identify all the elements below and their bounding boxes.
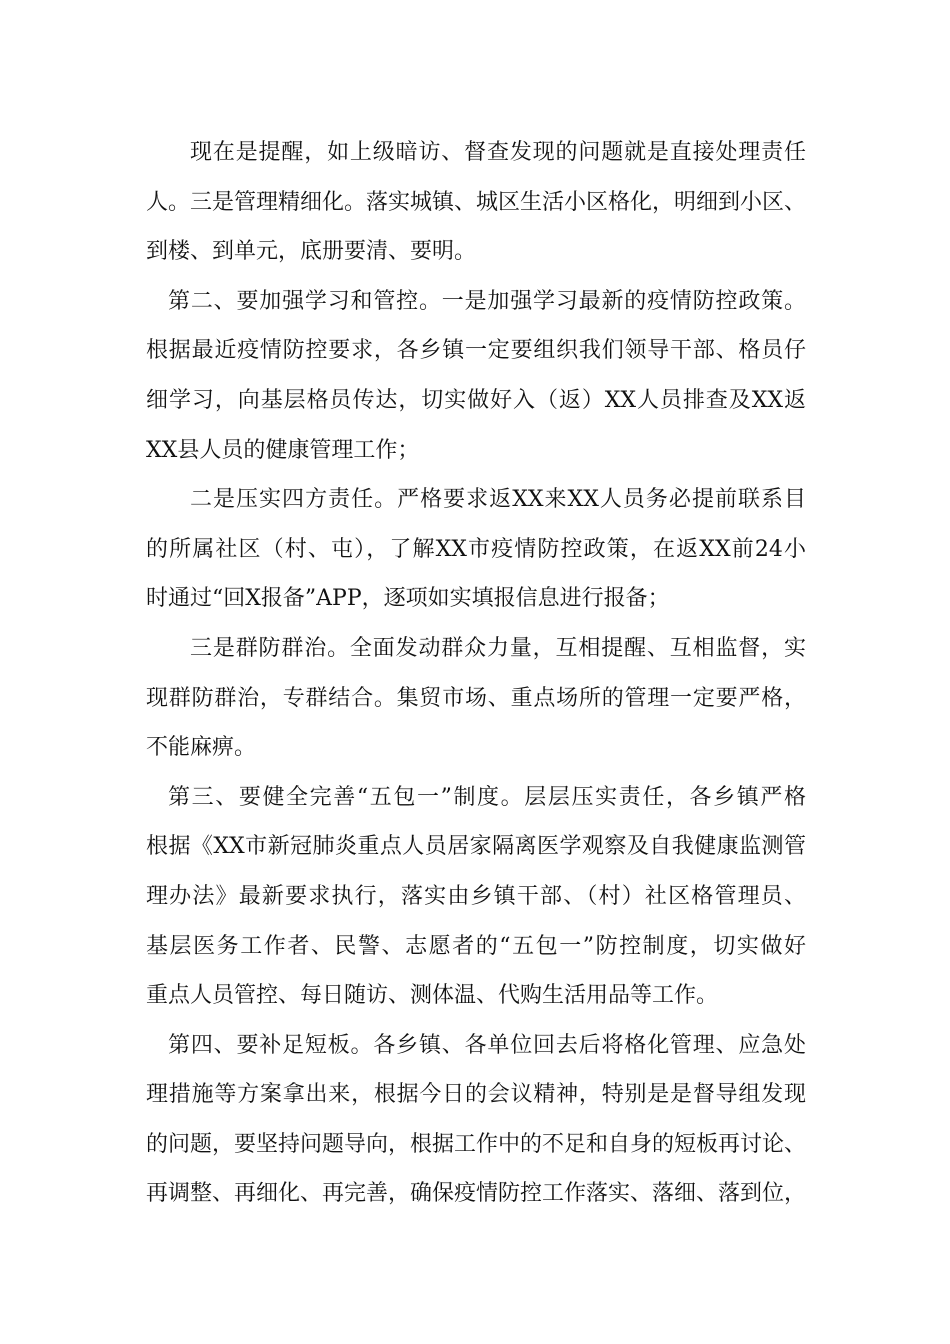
text-line: 现在是提醒，如上级暗访、督查发现的问题就是直接处理责任: [190, 140, 806, 165]
text-line: 理措施等方案拿出来，根据今日的会议精神，特别是是督导组发现: [146, 1082, 806, 1108]
text-line: 不能麻痹。: [146, 735, 257, 761]
text-line: 的问题，要坚持问题导向，根据工作中的不足和自身的短板再讨论、: [146, 1131, 806, 1157]
text-line: 细学习，向基层格员传达，切实做好入（返）XX人员排查及XX返: [146, 387, 806, 413]
text-line: 基层医务工作者、民警、志愿者的“五包一”防控制度，切实做好: [146, 933, 806, 959]
text-line: 第二、要加强学习和管控。一是加强学习最新的疫情防控政策。: [168, 288, 806, 314]
text-line: 人。三是管理精细化。落实城镇、城区生活小区格化，明细到小区、: [146, 189, 806, 215]
body-text: [146, 128, 806, 1219]
text-line: 的所属社区（村、屯），了解XX市疫情防控政策，在返XX前24小: [146, 536, 806, 562]
text-line: 到楼、到单元，底册要清、要明。: [146, 239, 477, 265]
text-line: 再调整、再细化、再完善，确保疫情防控工作落实、落细、落到位，: [146, 1181, 806, 1207]
text-line: 时通过“回X报备”APP，逐项如实填报信息进行报备；: [146, 586, 670, 612]
text-line: XX县人员的健康管理工作；: [146, 437, 420, 463]
text-line: 现群防群治，专群结合。集贸市场、重点场所的管理一定要严格，: [146, 685, 806, 711]
text-line: 二是压实四方责任。严格要求返XX来XX人员务必提前联系目: [190, 487, 806, 513]
text-line: 第三、要健全完善“五包一”制度。层层压实责任，各乡镇严格: [168, 784, 806, 810]
text-line: 根据《XX市新冠肺炎重点人员居家隔离医学观察及自我健康监测管: [146, 834, 806, 860]
text-line: 理办法》最新要求执行，落实由乡镇干部、（村）社区格管理员、: [146, 883, 806, 909]
text-line: 根据最近疫情防控要求，各乡镇一定要组织我们领导干部、格员仔: [146, 338, 806, 364]
text-line: 重点人员管控、每日随访、测体温、代购生活用品等工作。: [146, 983, 719, 1009]
text-line: 三是群防群治。全面发动群众力量，互相提醒、互相监督，实: [190, 635, 806, 661]
text-line: 第四、要补足短板。各乡镇、各单位回去后将格化管理、应急处: [168, 1032, 806, 1058]
